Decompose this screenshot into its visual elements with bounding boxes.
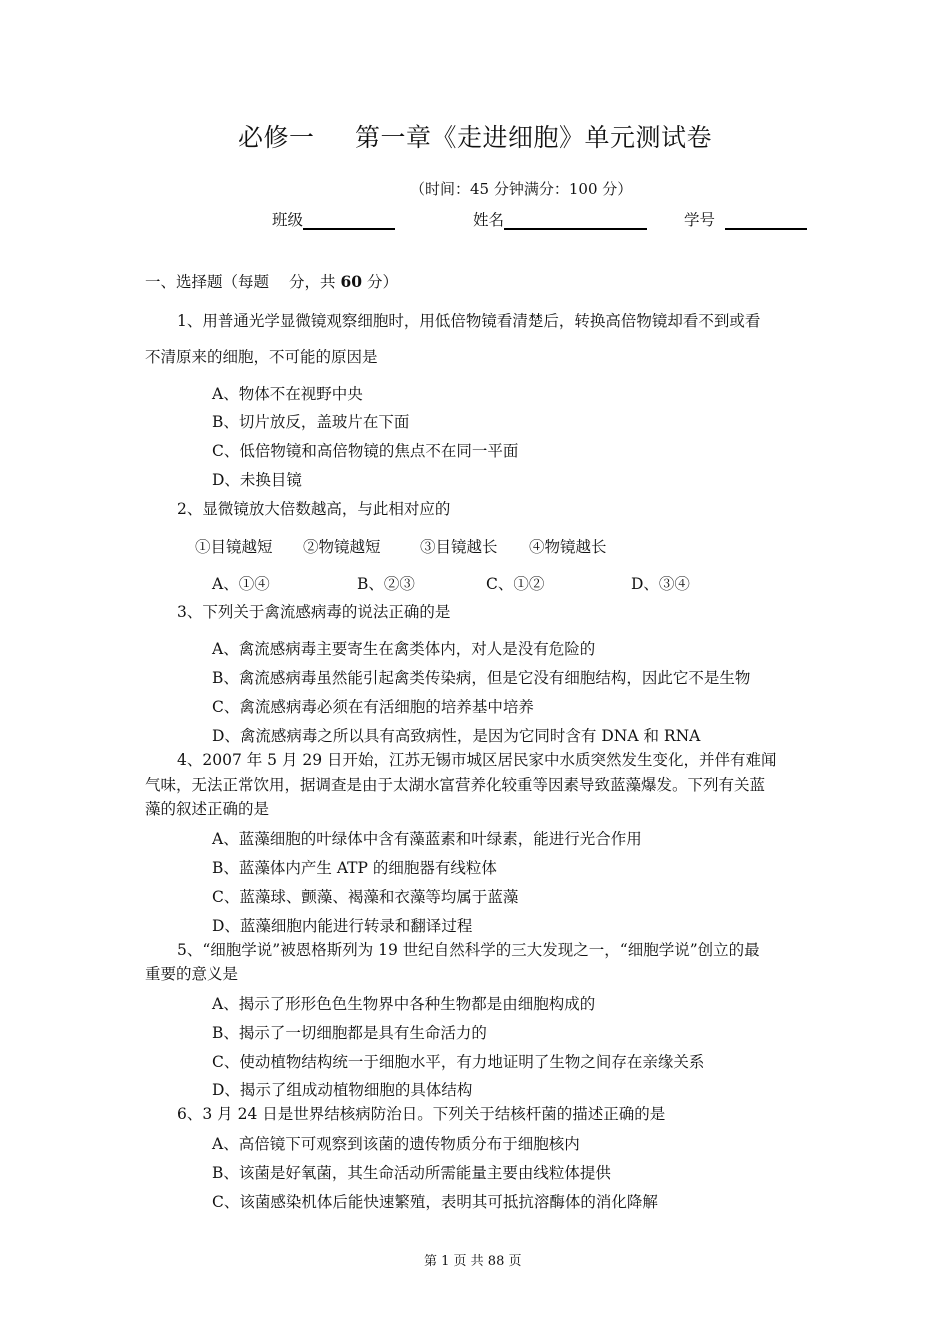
name-label: 姓名 xyxy=(473,211,505,229)
section-heading xyxy=(145,270,398,292)
q1-stem-line2: 不清原来的细胞，不可能的原因是 xyxy=(145,348,378,366)
q2-item-1: ①目镜越短 xyxy=(195,538,273,556)
q2-option-d: D、③④ xyxy=(631,575,690,593)
q4-option-d: D、蓝藻细胞内能进行转录和翻译过程 xyxy=(212,917,473,935)
q2-item-2: ②物镜越短 xyxy=(303,538,381,556)
q5-option-a: A、揭示了形形色色生物界中各种生物都是由细胞构成的 xyxy=(212,995,596,1013)
q4-option-a: A、蓝藻细胞的叶绿体中含有藻蓝素和叶绿素，能进行光合作用 xyxy=(212,830,642,848)
section-heading-part-c: 分） xyxy=(366,273,398,291)
q1-option-d: D、未换目镜 xyxy=(212,471,302,489)
q6-stem: 6、3 月 24 日是世界结核病防治日。下列关于结核杆菌的描述正确的是 xyxy=(177,1105,666,1123)
q3-option-a: A、禽流感病毒主要寄生在禽类体内，对人是没有危险的 xyxy=(212,640,596,658)
page-title: 第一章《走进细胞》单元测试卷 xyxy=(355,123,713,152)
title-book: 必修一 xyxy=(238,123,315,152)
id-blank[interactable] xyxy=(725,212,807,230)
q5-stem-line1: 5、“细胞学说”被恩格斯列为 19 世纪自然科学的三大发现之一，“细胞学说”创立的最 xyxy=(177,941,760,959)
q2-option-a: A、①④ xyxy=(212,575,270,593)
page-number: 第 1 页 共 88 页 xyxy=(424,1254,522,1269)
q4-option-c: C、蓝藻球、颤藻、褐藻和衣藻等均属于蓝藻 xyxy=(212,888,519,906)
q6-option-a: A、高倍镜下可观察到该菌的遗传物质分布于细胞核内 xyxy=(212,1135,580,1153)
id-field xyxy=(684,208,807,230)
q5-option-d: D、揭示了组成动植物细胞的具体结构 xyxy=(212,1081,473,1099)
section-total-points: 60 xyxy=(340,272,363,291)
q3-option-b: B、禽流感病毒虽然能引起禽类传染病，但是它没有细胞结构，因此它不是生物 xyxy=(212,669,751,687)
q1-option-b: B、切片放反，盖玻片在下面 xyxy=(212,413,410,431)
q3-stem: 3、下列关于禽流感病毒的说法正确的是 xyxy=(177,603,451,621)
q3-option-d: D、禽流感病毒之所以具有高致病性，是因为它同时含有 DNA 和 RNA xyxy=(212,727,701,745)
q1-stem-line1: 1、用普通光学显微镜观察细胞时，用低倍物镜看清楚后，转换高倍物镜却看不到或看 xyxy=(177,312,761,330)
q4-stem-line3: 藻的叙述正确的是 xyxy=(145,800,270,818)
q5-option-b: B、揭示了一切细胞都是具有生命活力的 xyxy=(212,1024,487,1042)
id-label: 学号 xyxy=(684,211,716,229)
q2-option-b: B、②③ xyxy=(357,575,415,593)
q2-item-4: ④物镜越长 xyxy=(529,538,607,556)
q5-stem-line2: 重要的意义是 xyxy=(145,965,239,983)
time-info: （时间：45 分钟满分：100 分） xyxy=(410,180,633,198)
class-field xyxy=(272,208,395,230)
class-blank[interactable] xyxy=(303,212,395,230)
q4-stem-line2: 气味，无法正常饮用，据调查是由于太湖水富营养化较重等因素导致蓝藻爆发。下列有关蓝 xyxy=(145,776,766,794)
q4-stem-line1: 4、2007 年 5 月 29 日开始，江苏无锡市城区居民家中水质突然发生变化，并伴有难闻 xyxy=(177,751,777,769)
q2-item-3: ③目镜越长 xyxy=(420,538,498,556)
q1-option-c: C、低倍物镜和高倍物镜的焦点不在同一平面 xyxy=(212,442,519,460)
q5-option-c: C、使动植物结构统一于细胞水平，有力地证明了生物之间存在亲缘关系 xyxy=(212,1053,705,1071)
q2-option-c: C、①② xyxy=(486,575,545,593)
q6-option-c: C、该菌感染机体后能快速繁殖，表明其可抵抗溶酶体的消化降解 xyxy=(212,1193,658,1211)
q4-option-b: B、蓝藻体内产生 ATP 的细胞器有线粒体 xyxy=(212,859,497,877)
name-blank[interactable] xyxy=(504,212,647,230)
q1-option-a: A、物体不在视野中央 xyxy=(212,385,363,403)
q2-stem: 2、显微镜放大倍数越高，与此相对应的 xyxy=(177,500,451,518)
section-heading-part-b: 分，共 xyxy=(289,273,336,291)
name-field xyxy=(473,208,647,230)
q3-option-c: C、禽流感病毒必须在有活细胞的培养基中培养 xyxy=(212,698,534,716)
q6-option-b: B、该菌是好氧菌，其生命活动所需能量主要由线粒体提供 xyxy=(212,1164,611,1182)
class-label: 班级 xyxy=(272,211,304,229)
section-heading-part-a: 一、选择题（每题 xyxy=(145,273,270,291)
